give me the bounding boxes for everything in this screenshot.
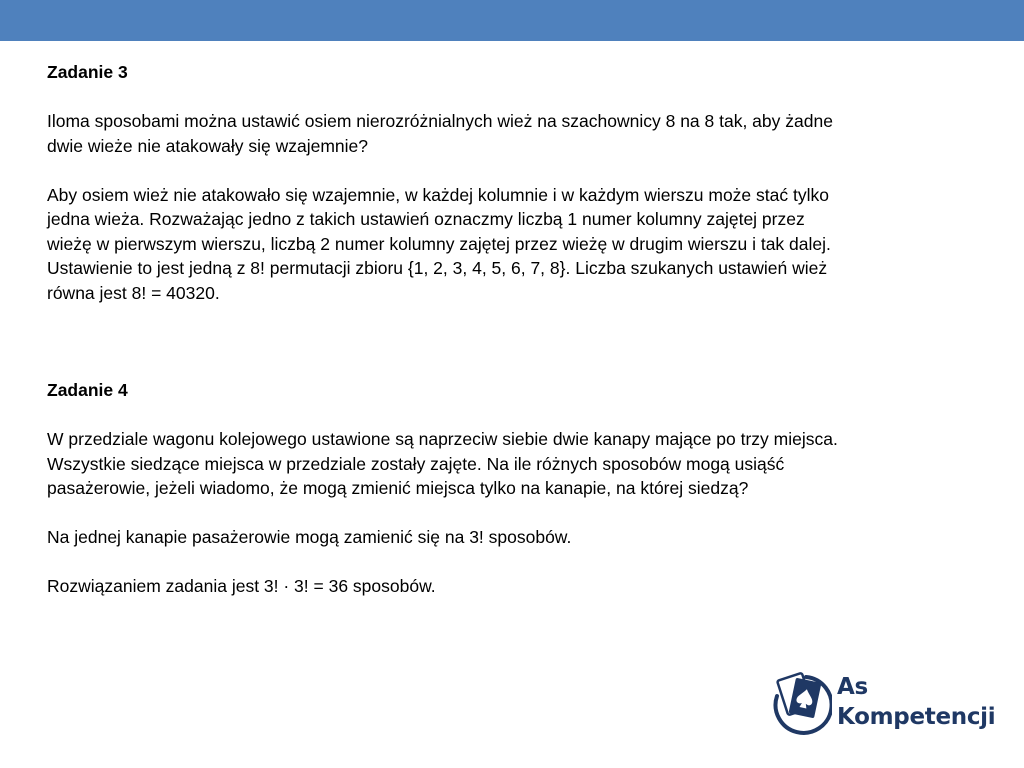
- logo-line-1: As: [837, 674, 868, 700]
- task4-question-line: W przedziale wagonu kolejowego ustawione są naprzeciw siebie dwie kanapy mające po trzy miejsca.: [47, 429, 838, 449]
- task3-question-line-2: dwie wieże nie atakowały się wzajemnie?: [47, 135, 368, 156]
- slide-content: [47, 60, 977, 599]
- task3-answer-line: wieżę w pierwszym wierszu, liczbą 2 numer kolumny zajętej przez wieżę w drugim wierszu i tak dalej.: [47, 233, 831, 254]
- top-header-bar: [0, 0, 1024, 41]
- logo-line-2: Kompetencji: [837, 704, 996, 730]
- task3-answer-line: równa jest 8! = 40320.: [47, 282, 220, 303]
- task4-solution: Rozwiązaniem zadania jest 3! · 3! = 36 sposobów.: [47, 576, 436, 596]
- task4-question-line: Wszystkie siedzące miejsca w przedziale zostały zajęte. Na ile różnych sposobów mogą usiąść: [47, 453, 785, 474]
- task4-heading: Zadanie 4: [47, 380, 128, 400]
- task3-heading: Zadanie 3: [47, 62, 128, 82]
- task3-answer-line: Aby osiem wież nie atakowało się wzajemnie, w każdej kolumnie i w każdym wierszu może stać tylko: [47, 184, 829, 205]
- task3-question-line-1: Iloma sposobami można ustawić osiem nierozróżnialnych wież na szachownicy 8 na 8 tak, aby żadne: [47, 111, 833, 131]
- task4-step: Na jednej kanapie pasażerowie mogą zamienić się na 3! sposobów.: [47, 527, 572, 547]
- task4-question-line: pasażerowie, jeżeli wiadomo, że mogą zmienić miejsca tylko na kanapie, na której siedzą?: [47, 478, 749, 498]
- task3-answer-line: Ustawienie to jest jedną z 8! permutacji zbioru {1, 2, 3, 4, 5, 6, 7, 8}. Liczba szukanych ustawień wież: [47, 258, 828, 278]
- logo-text: [837, 672, 995, 732]
- spade-card-icon: [768, 668, 832, 742]
- as-kompetencji-logo: [768, 668, 998, 746]
- task3-answer-line: jedna wieża. Rozważając jedno z takich ustawień oznaczmy liczbą 1 numer kolumny zajętej przez: [47, 209, 805, 229]
